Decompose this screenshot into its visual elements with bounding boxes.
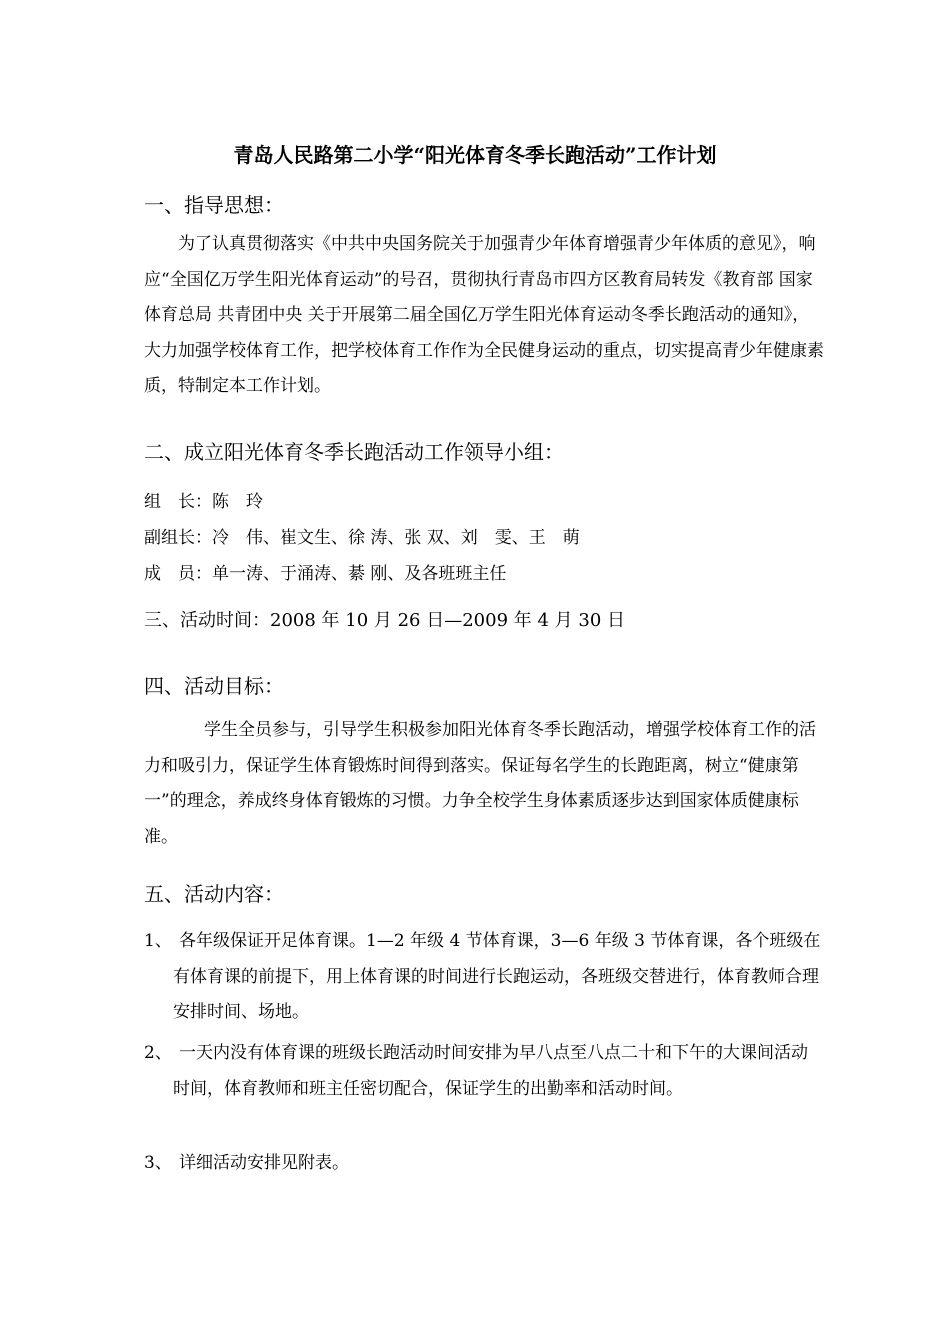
list-item-text: 各年级保证开足体育课。1—2 年级 4 节体育课，3—6 年级 3 节体育课，各个班级在有体育课的前提下，用上体育课的时间进行长跑运动，各班级交替进行，体育教师合理安排时间、场地。 <box>173 931 821 1022</box>
list-item <box>144 1036 824 1107</box>
section-heading-guiding-thought: 一、指导思想： <box>144 193 284 217</box>
section-paragraph-activity-goals: 学生全员参与，引导学生积极参加阳光体育冬季长跑活动，增强学校体育工作的活力和吸引力，保证学生体育锻炼时间得到落实。保证每名学生的长跑距离，树立“健康第一”的理念，养成终身体育锻炼的习惯。力争全校学生身体素质逐步达到国家体质健康标准。 <box>144 720 816 847</box>
list-item <box>144 1146 824 1182</box>
member-line-deputy-leaders: 副组长：冷 伟、崔文生、徐 涛、张 双、刘 雯、王 萌 <box>144 528 580 548</box>
member-line-leader: 组 长：陈 玲 <box>144 492 263 512</box>
document-title: 青岛人民路第二小学“阳光体育冬季长跑活动”工作计划 <box>233 143 717 167</box>
section-paragraph-guiding-thought: 为了认真贯彻落实《中共中央国务院关于加强青少年体育增强青少年体质的意见》，响应“全国亿万学生阳光体育运动”的号召，贯彻执行青岛市四方区教育局转发《教育部 国家体育总局 共青团中央 关于开展第二届全国亿万学生阳光体育运动冬季长跑活动的通知》，大力加强学校体育工作，把学校体育工作作为全民健身运动的重点，切实提高青少年健康素质，特制定本工作计划。 <box>144 234 824 396</box>
list-item-number: 3、 <box>144 1153 172 1173</box>
section-heading-activity-time: 三、活动时间：2008 年 10 月 26 日—2009 年 4 月 30 日 <box>144 610 625 631</box>
list-item-number: 2、 <box>144 1043 172 1063</box>
list-item-text: 一天内没有体育课的班级长跑活动时间安排为早八点至八点二十和下午的大课间活动时间，体育教师和班主任密切配合，保证学生的出勤率和活动时间。 <box>173 1043 808 1099</box>
list-item-text: 详细活动安排见附表。 <box>179 1153 349 1173</box>
list-item <box>144 924 824 1031</box>
list-item-number: 1、 <box>144 931 172 951</box>
member-line-members: 成 员：单一涛、于涌涛、綦 刚、及各班班主任 <box>144 564 507 584</box>
section-heading-activity-content: 五、活动内容： <box>144 882 284 906</box>
section-heading-activity-goals: 四、活动目标： <box>144 674 284 698</box>
section-heading-leadership-group: 二、成立阳光体育冬季长跑活动工作领导小组： <box>144 440 564 464</box>
